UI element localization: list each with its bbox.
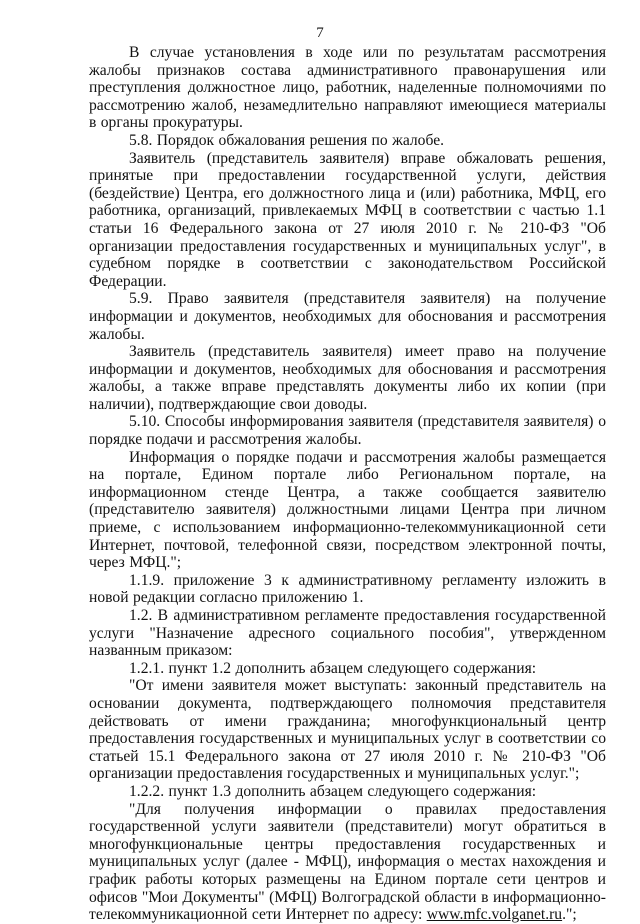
page-number: 7 — [316, 25, 324, 41]
paragraph-5-10-heading: 5.10. Способы информирования заявителя (представителя заявителя) о порядке подачи и рассмотрения жалобы. — [89, 413, 606, 449]
paragraph-5-9-heading: 5.9. Право заявителя (представителя заявителя) на получение информации и документов, необходимых для обоснования и рассмотрения жалобы. — [89, 290, 606, 343]
mfc-website-link[interactable]: www.mfc.volganet.ru — [426, 906, 563, 924]
paragraph-1-2-1: 1.2.1. пункт 1.2 дополнить абзацем следующего содержания: — [129, 659, 537, 677]
paragraph-1-2-2: 1.2.2. пункт 1.3 дополнить абзацем следующего содержания: — [129, 782, 537, 800]
paragraph-information-methods: Информация о порядке подачи и рассмотрения жалобы размещается на портале, Едином портале либо Региональном портале, на информационном стенде Центра, а также сообщается заявителю (представителю заявителя) должностными лицами Центра при личном приеме, с использованием информационно-телекоммуникационной сети Интернет, почтовой, телефонной связи, посредством электронной почты, через МФЦ."; — [89, 448, 606, 572]
mfc-information-text: "Для получения информации о правилах предоставления государственной услуги заявители (представители) могут обратиться в многофункциональные центры предоставления государственных и муниципальных услуг (далее - МФЦ), информация о местах нахождения и график работы которых размещены на Едином портале сети центров и офисов "Мои Документы" (МФЦ) Волгоградской области в информационно-телекоммуникационной сети Интернет по адресу: — [89, 800, 606, 924]
paragraph-representative-quote: "От имени заявителя может выступать: законный представитель на основании документа, подтверждающего полномочия представителя действовать от имени гражданина; многофункциональный центр предоставления государственных и муниципальных услуг в соответствии со статьей 15.1 Федерального закона от 27 июля 2010 г. № 210-ФЗ "Об организации предоставления государственных и муниципальных услуг."; — [89, 677, 606, 783]
paragraph-1-2: 1.2. В административном регламенте предоставления государственной услуги "Назначение адресного социального пособия", утвержденном названным приказом: — [89, 607, 606, 660]
paragraph-information-rights: Заявитель (представитель заявителя) имеет право на получение информации и документов, необходимых для обоснования и рассмотрения жалобы, а также вправе представлять документы либо их копии (при наличии), подтверждающие свои доводы. — [89, 343, 606, 413]
document-body — [89, 44, 606, 924]
paragraph-mfc-information — [89, 801, 606, 924]
paragraph-1-1-9: 1.1.9. приложение 3 к административному регламенту изложить в новой редакции согласно приложению 1. — [89, 571, 606, 607]
paragraph-complaint-violation: В случае установления в ходе или по результатам рассмотрения жалобы признаков состава административного правонарушения или преступления должностное лицо, работник, наделенные полномочиями по рассмотрению жалоб, незамедлительно направляют имеющиеся материалы в органы прокуратуры. — [89, 44, 606, 132]
paragraph-5-8-heading: 5.8. Порядок обжалования решения по жалобе. — [129, 131, 445, 149]
mfc-information-suffix: ."; — [562, 906, 577, 924]
paragraph-appeal-rights: Заявитель (представитель заявителя) вправе обжаловать решения, принятые при предоставлении государственной услуги, действия (бездействие) Центра, его должностного лица и (или) работника, МФЦ, его работника, организаций, привлекаемых МФЦ в соответствии с частью 1.1 статьи 16 Федерального закона от 27 июля 2010 г. № 210-ФЗ "Об организации предоставления государственных и муниципальных услуг", в судебном порядке в соответствии с законодательством Российской Федерации. — [89, 149, 606, 290]
